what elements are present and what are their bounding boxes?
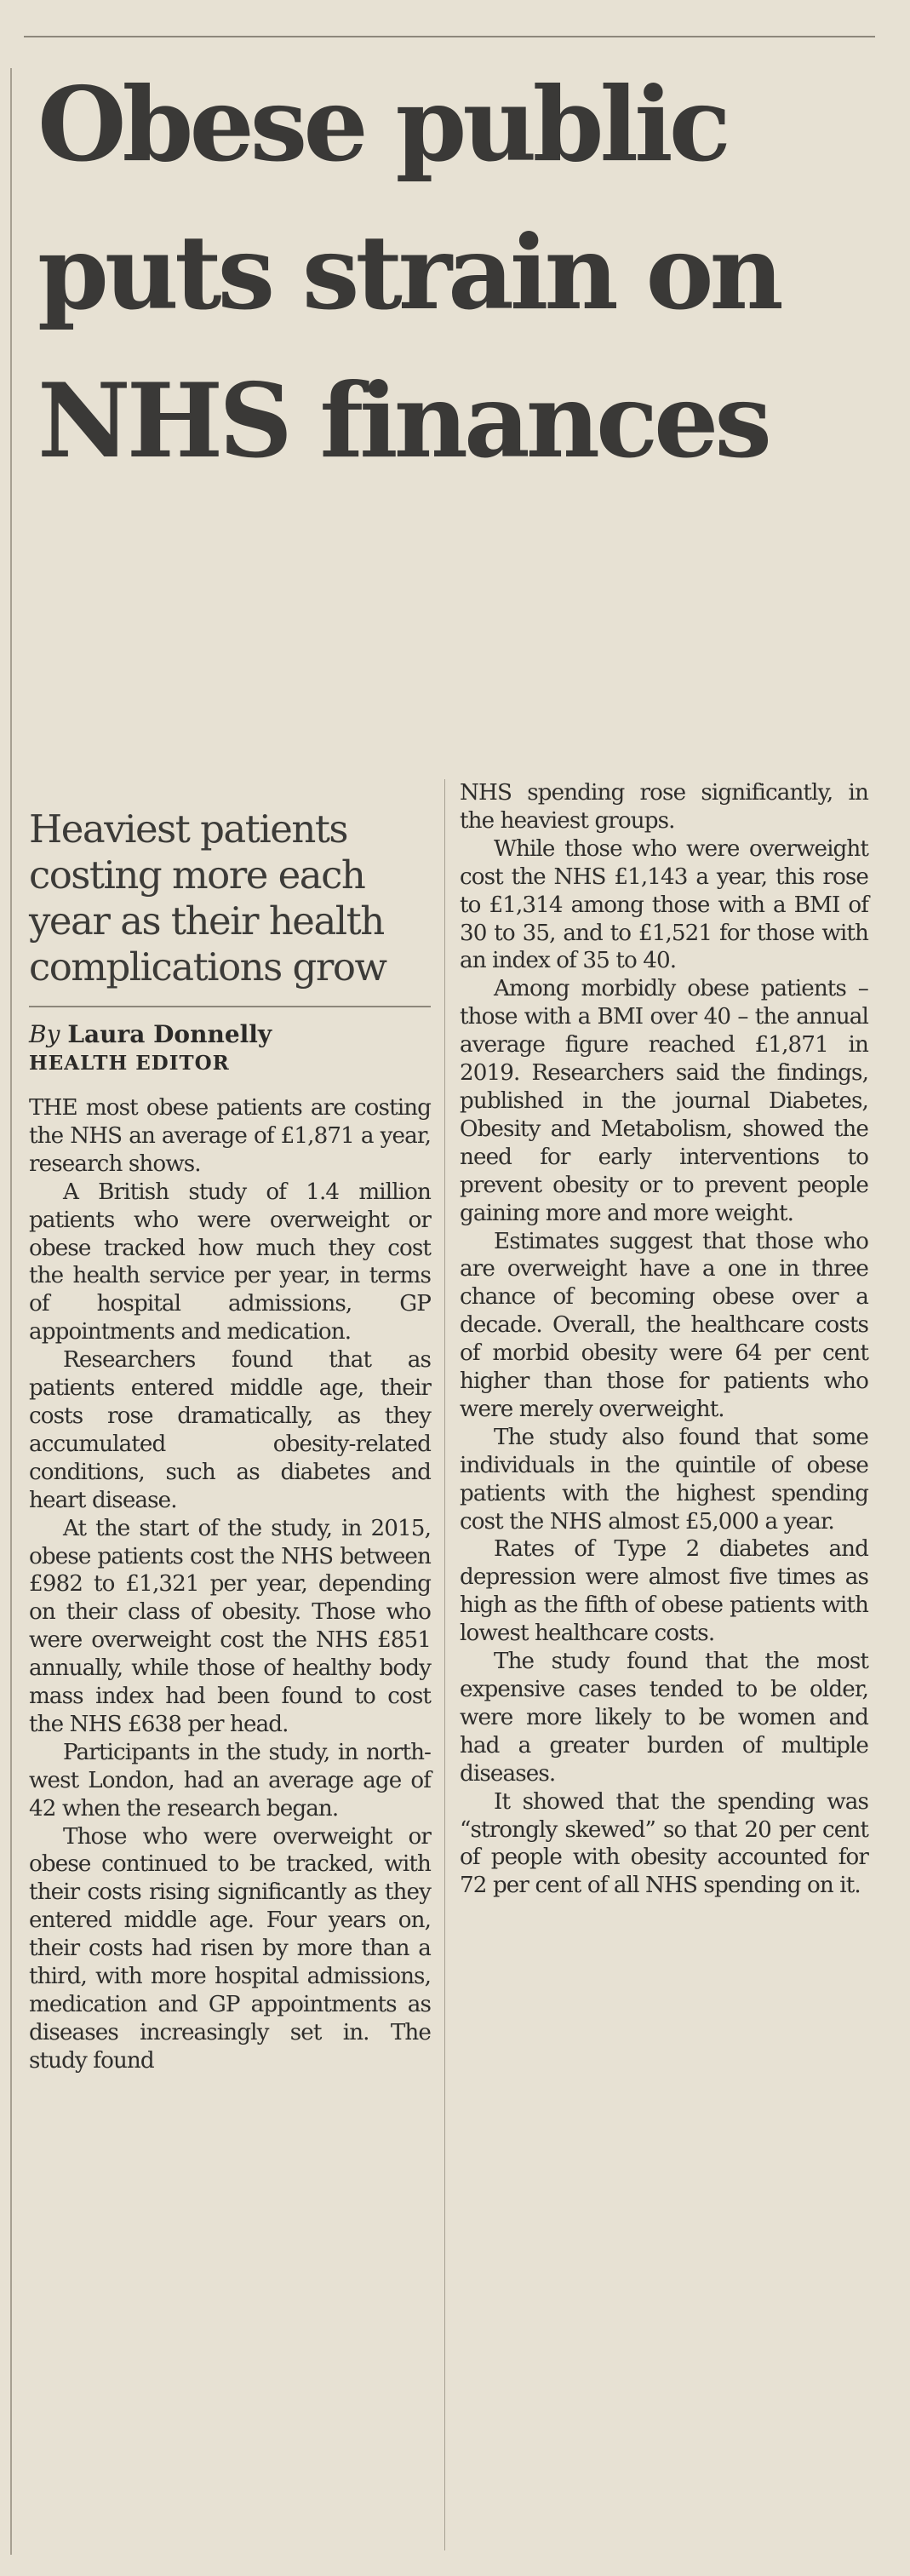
paragraph: While those who were overweight cost the NHS £1,143 a year, this rose to £1,314 among those with a BMI of 30 to 35, and to £1,521 for those with an index of 35 to 40.	[460, 835, 868, 974]
headline: Obese public puts strain on NHS finances	[37, 65, 780, 481]
byline	[29, 1019, 431, 1050]
left-column	[29, 788, 431, 2075]
left-column-rule	[10, 68, 12, 2555]
paragraph: The study found that the most expensive cases tended to be older, were more likely to be women and had a greater burden of multiple diseases.	[460, 1649, 868, 1787]
paragraph: The study also found that some individuals in the quintile of obese patients with the highest spending cost the NHS almost £5,000 a year.	[460, 1424, 868, 1535]
paragraph: Rates of Type 2 diabetes and depression were almost five times as high as the fifth of obese patients with lowest healthcare costs.	[460, 1536, 868, 1647]
byline-prefix: By	[29, 1020, 60, 1048]
paragraph: Participants in the study, in north-west London, had an average age of 42 when the research began.	[29, 1739, 431, 1822]
paragraph: Researchers found that as patients entered middle age, their costs rose dramatically, as they accumulated obesity-related conditions, such as diabetes and heart disease.	[29, 1347, 431, 1513]
paragraph: It showed that the spending was “strongly skewed” so that 20 per cent of people with obesity accounted for 72 per cent of all NHS spending on it.	[460, 1788, 868, 1899]
right-body	[460, 779, 868, 1900]
byline-rule	[29, 1006, 431, 1007]
top-rule	[24, 36, 875, 37]
paragraph: Among morbidly obese patients – those with a BMI over 40 – the annual average figure reached £1,871 in 2019. Researchers said the findings, published in the journal Diabetes, Obesity and Metabolism, showed the need for early interventions to prevent obesity or to prevent people gaining more and more weight.	[460, 976, 868, 1226]
paragraph: THE most obese patients are costing the NHS an average of £1,871 a year, research shows.	[29, 1095, 431, 1177]
left-body	[29, 1094, 431, 2075]
column-divider	[444, 779, 445, 2550]
author-name: Laura Donnelly	[67, 1020, 272, 1048]
paragraph: Estimates suggest that those who are overweight have a one in three chance of becoming obese over a decade. Overall, the healthcare costs of morbid obesity were 64 per cent higher than those for patients who were merely overweight.	[460, 1228, 868, 1422]
right-column	[460, 779, 868, 1900]
standfirst: Heaviest patients costing more each year as their health complications grow	[29, 806, 386, 990]
paragraph: A British study of 1.4 million patients who were overweight or obese tracked how much they cost the health service per year, in terms of hospital admissions, GP appointments and medication.	[29, 1179, 431, 1345]
paragraph: NHS spending rose significantly, in the heaviest groups.	[460, 780, 868, 834]
author-title: HEALTH EDITOR	[29, 1052, 230, 1075]
paragraph: Those who were overweight or obese continued to be tracked, with their costs rising significantly as they entered middle age. Four years on, their costs had risen by more than a third, with more hospital admissions, medication and GP appointments as diseases increasingly set in. The study found	[29, 1823, 431, 2074]
paragraph: At the start of the study, in 2015, obese patients cost the NHS between £982 to £1,321 per year, depending on their class of obesity. Those who were overweight cost the NHS £851 annually, while those of healthy body mass index had been found to cost the NHS £638 per head.	[29, 1515, 431, 1737]
